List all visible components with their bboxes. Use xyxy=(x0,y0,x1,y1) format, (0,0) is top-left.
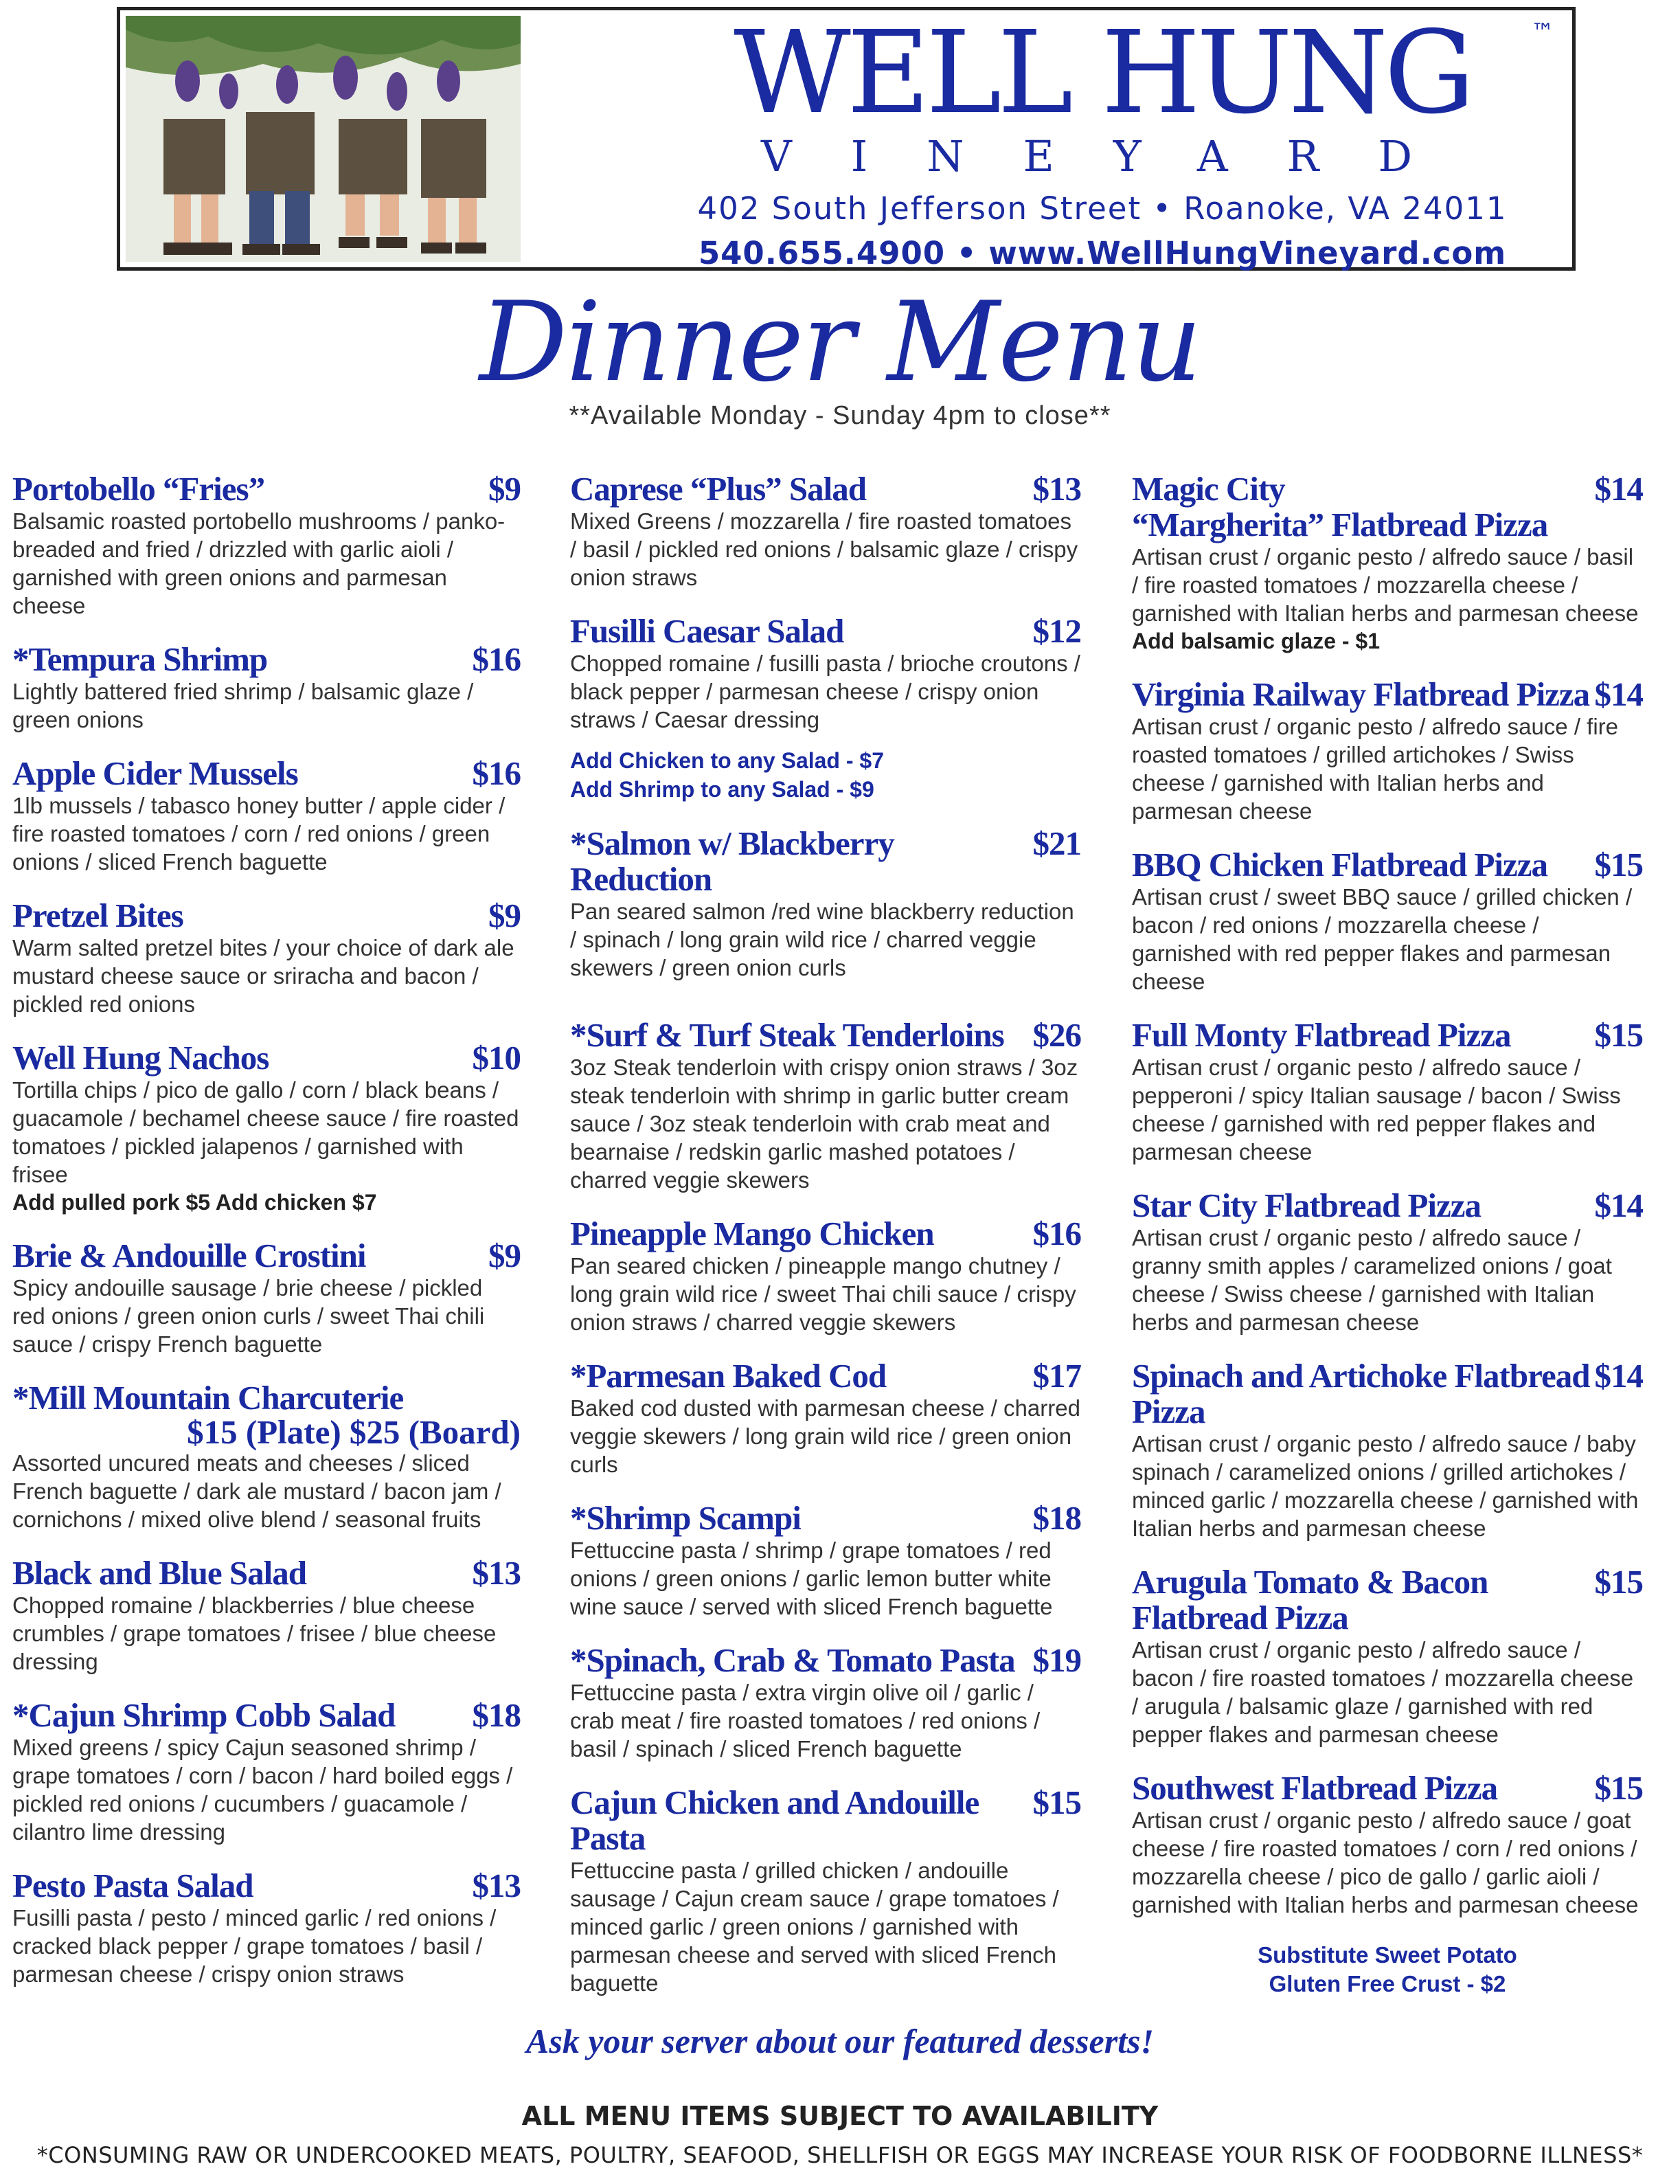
menu-item-price: $14 xyxy=(1594,675,1643,713)
menu-item-price: $15 xyxy=(1594,1563,1643,1601)
menu-item-description: Pan seared chicken / pineapple mango chutney / long grain wild rice / sweet Thai chili sauce / crispy onion straws / charred veggie skewers xyxy=(570,1253,1076,1335)
menu-item-name: *Tempura Shrimp xyxy=(12,640,268,678)
menu-item-name: Full Monty Flatbread Pizza xyxy=(1132,1016,1511,1054)
menu-column-3 xyxy=(1132,471,1643,1999)
menu-item-description: Fettuccine pasta / extra virgin olive oil / garlic / crab meat / fire roasted tomatoes / red onions / basil / spinach / sliced French baguette xyxy=(570,1680,1041,1761)
menu-column-2 xyxy=(570,471,1081,2019)
menu-item-description: Mixed greens / spicy Cajun seasoned shrimp / grape tomatoes / corn / bacon / hard boiled eggs / pickled red onions / cucumbers / guacamole / cilantro lime dressing xyxy=(12,1735,513,1845)
menu-item-name: Fusilli Caesar Salad xyxy=(570,612,844,650)
menu-item-addon: Add pulled pork $5 Add chicken $7 xyxy=(12,1190,377,1215)
menu-item-price: $12 xyxy=(1032,612,1081,650)
menu-item xyxy=(1132,1358,1643,1542)
menu-item-description: 1lb mussels / tabasco honey butter / apple cider / fire roasted tomatoes / corn / red onions / green onions / sliced French baguette xyxy=(12,793,506,875)
menu-item-name: BBQ Chicken Flatbread Pizza xyxy=(1132,846,1547,883)
menu-item xyxy=(12,1555,521,1676)
menu-item-description: Artisan crust / organic pesto / alfredo sauce / fire roasted tomatoes / grilled artichokes / Swiss cheese / garnished with Italian herbs and parmesan cheese xyxy=(1132,714,1619,824)
menu-item-price: $15 xyxy=(1594,1016,1643,1054)
menu-item xyxy=(1132,1017,1643,1166)
menu-item-name: Spinach and Artichoke Flatbread Pizza xyxy=(1132,1357,1590,1430)
menu-item-name: Star City Flatbread Pizza xyxy=(1132,1186,1482,1224)
menu-item-price: $9 xyxy=(488,470,521,508)
menu-item xyxy=(12,1698,521,1846)
menu-item-description: Balsamic roasted portobello mushrooms / panko-breaded and fried / drizzled with garlic aioli / garnished with green onions and parmesan cheese xyxy=(12,508,506,618)
foodborne-warning: *CONSUMING RAW OR UNDERCOOKED MEATS, POULTRY, SEAFOOD, SHELLFISH OR EGGS MAY INCREASE YOUR RISK OF FOODBORNE ILLNESS* xyxy=(36,2142,1644,2168)
header-box xyxy=(117,7,1576,271)
menu-item xyxy=(570,1500,1081,1621)
menu-item-description: Chopped romaine / blackberries / blue cheese crumbles / grape tomatoes / frisee / blue cheese dressing xyxy=(12,1592,497,1674)
menu-item-price: $18 xyxy=(1032,1499,1081,1537)
menu-item-name: *Spinach, Crab & Tomato Pasta xyxy=(570,1641,1015,1679)
menu-item-description: Assorted uncured meats and cheeses / sliced French baguette / dark ale mustard / bacon jam / cornichons / mixed olive blend / seasonal fruits xyxy=(12,1450,501,1532)
menu-item-description: Artisan crust / sweet BBQ sauce / grilled chicken / bacon / red onions / mozzarella cheese / garnished with red pepper flakes and parmesan cheese xyxy=(1132,884,1633,994)
dessert-note: Ask your server about our featured desserts! xyxy=(526,2022,1154,2060)
menu-item xyxy=(1132,1188,1643,1336)
menu-item xyxy=(1132,471,1643,655)
menu-item-description: Spicy andouille sausage / brie cheese / pickled red onions / green onion curls / sweet Thai chili sauce / crispy French baguette xyxy=(12,1275,485,1357)
menu-item-price: $14 xyxy=(1594,1357,1643,1395)
salad-addon-chicken: Add Chicken to any Salad - $7 xyxy=(570,748,884,773)
menu-item-price: $14 xyxy=(1594,1186,1643,1224)
menu-item-name: Pesto Pasta Salad xyxy=(12,1867,253,1904)
menu-item-price: $17 xyxy=(1032,1357,1081,1395)
trademark-symbol: ™ xyxy=(1531,19,1554,46)
menu-item-name: Portobello “Fries” xyxy=(12,470,265,508)
menu-item xyxy=(570,1785,1081,1997)
menu-item-price: $13 xyxy=(472,1867,521,1904)
menu-item-description: Artisan crust / organic pesto / alfredo sauce / basil / fire roasted tomatoes / mozzarella cheese / garnished with Italian herbs and parmesan cheese xyxy=(1132,544,1639,626)
menu-item xyxy=(570,826,1081,982)
menu-item-description: Artisan crust / organic pesto / alfredo sauce / baby spinach / caramelized onions / grilled artichokes / minced garlic / mozzarella cheese / garnished with Italian herbs and parmesan cheese xyxy=(1132,1431,1639,1541)
availability-hours: **Available Monday - Sunday 4pm to close** xyxy=(569,401,1111,430)
menu-item xyxy=(12,1380,521,1533)
menu-item xyxy=(12,1040,521,1216)
menu-item-description: 3oz Steak tenderloin with crispy onion straws / 3oz steak tenderloin with shrimp in garlic butter cream sauce / 3oz steak tenderloin with crab meat and bearnaise / redskin garlic mashed potatoes / charred veggie skewers xyxy=(570,1055,1078,1193)
menu-item xyxy=(1132,1564,1643,1748)
menu-item-name: Well Hung Nachos xyxy=(12,1039,269,1077)
menu-item-price: $21 xyxy=(1032,824,1081,862)
menu-item-name: Cajun Chicken and Andouille Pasta xyxy=(570,1783,979,1857)
menu-item xyxy=(570,471,1081,592)
menu-item xyxy=(570,1643,1081,1763)
menu-item-price: $16 xyxy=(472,640,521,678)
menu-item xyxy=(12,642,521,734)
menu-item xyxy=(1132,847,1643,995)
menu-item-name: Southwest Flatbread Pizza xyxy=(1132,1769,1498,1807)
menu-item-name: Magic City “Margherita” Flatbread Pizza xyxy=(1132,470,1548,543)
menu-item-price: $16 xyxy=(472,754,521,792)
menu-item-description: Tortilla chips / pico de gallo / corn / black beans / guacamole / bechamel cheese sauce / fire roasted tomatoes / pickled jalapenos / garnished with frisee xyxy=(12,1077,519,1187)
menu-item-description: Warm salted pretzel bites / your choice of dark ale mustard cheese sauce or sriracha and bacon / pickled red onions xyxy=(12,935,514,1017)
menu-item-name: Arugula Tomato & Bacon Flatbread Pizza xyxy=(1132,1563,1488,1636)
menu-item-description: Pan seared salmon /red wine blackberry reduction / spinach / long grain wild rice / charred veggie skewers / green onion curls xyxy=(570,899,1074,980)
menu-item xyxy=(12,898,521,1018)
vineyard-illustration xyxy=(126,16,521,262)
menu-item-description: Lightly battered fried shrimp / balsamic glaze / green onions xyxy=(12,679,474,732)
brand-block xyxy=(642,7,1563,271)
salad-addon-shrimp: Add Shrimp to any Salad - $9 xyxy=(570,777,874,802)
menu-item xyxy=(12,471,521,620)
menu-item-name: *Mill Mountain Charcuterie xyxy=(12,1379,404,1417)
menu-item-price: $19 xyxy=(1032,1641,1081,1679)
menu-item-price: $15 xyxy=(1594,846,1643,883)
brand-subtitle: VINEYARD xyxy=(760,131,1472,181)
menu-item xyxy=(570,1017,1081,1194)
menu-item xyxy=(12,1868,521,1988)
menu-item-description: Artisan crust / organic pesto / alfredo sauce / goat cheese / fire roasted tomatoes / corn / red onions / mozzarella cheese / pico de gallo / garlic aioli / garnished with Italian herbs and parmesan cheese xyxy=(1132,1808,1639,1917)
menu-item xyxy=(1132,677,1643,825)
menu-item-name: Pretzel Bites xyxy=(12,897,183,934)
menu-item-name: Virginia Railway Flatbread Pizza xyxy=(1132,675,1590,713)
menu-item-price: $13 xyxy=(1032,470,1081,508)
menu-item xyxy=(570,1216,1081,1336)
menu-item-description: Fettuccine pasta / shrimp / grape tomatoes / red onions / green onions / garlic lemon butter white wine sauce / served with sliced French baguette xyxy=(570,1538,1053,1619)
gluten-free-note-line-1: Substitute Sweet Potato xyxy=(1258,1942,1517,1968)
menu-item xyxy=(570,1358,1081,1478)
menu-item xyxy=(12,1238,521,1358)
menu-item xyxy=(1132,1770,1643,1919)
menu-item-price: $10 xyxy=(472,1039,521,1077)
menu-item-description: Artisan crust / organic pesto / alfredo sauce / granny smith apples / caramelized onions / goat cheese / Swiss cheese / garnished with Italian herbs and parmesan cheese xyxy=(1132,1225,1612,1335)
gluten-free-note xyxy=(1132,1941,1643,1999)
menu-item-name: Apple Cider Mussels xyxy=(12,754,298,792)
contact-line: 540.655.4900 • www.WellHungVineyard.com xyxy=(698,235,1507,271)
menu-item xyxy=(570,613,1081,804)
menu-item-description: Mixed Greens / mozzarella / fire roasted tomatoes / basil / pickled red onions / balsamic glaze / crispy onion straws xyxy=(570,508,1078,590)
menu-item-addon: Add balsamic glaze - $1 xyxy=(1132,629,1381,653)
availability-note: ALL MENU ITEMS SUBJECT TO AVAILABILITY xyxy=(521,2101,1159,2131)
address: 402 South Jefferson Street • Roanoke, VA 24011 xyxy=(697,190,1508,227)
menu-item-name: *Parmesan Baked Cod xyxy=(570,1357,887,1395)
menu-item-price: $13 xyxy=(472,1554,521,1592)
menu-item-name: Caprese “Plus” Salad xyxy=(570,470,867,508)
menu-item-price: $15 xyxy=(1032,1783,1081,1821)
menu-column-1 xyxy=(12,471,521,2010)
menu-item-description: Artisan crust / organic pesto / alfredo sauce / bacon / fire roasted tomatoes / mozzarella cheese / arugula / balsamic glaze / garnished with red pepper flakes and parmesan cheese xyxy=(1132,1637,1634,1747)
menu-item-name: Black and Blue Salad xyxy=(12,1554,306,1592)
menu-item-name: Brie & Andouille Crostini xyxy=(12,1237,366,1274)
menu-item-price: $18 xyxy=(472,1696,521,1734)
brand-wordmark: WELL HUNG xyxy=(734,7,1471,139)
menu-item-price: $15 xyxy=(1594,1769,1643,1807)
menu-item-description: Chopped romaine / fusilli pasta / brioche croutons / black pepper / parmesan cheese / crispy onion straws / Caesar dressing xyxy=(570,651,1080,732)
menu-item-description: Artisan crust / organic pesto / alfredo sauce / pepperoni / spicy Italian sausage / bacon / Swiss cheese / garnished with red pepper flakes and parmesan cheese xyxy=(1132,1055,1621,1164)
menu-item-name: Pineapple Mango Chicken xyxy=(570,1215,934,1252)
menu-item-price: $16 xyxy=(1032,1215,1081,1252)
menu-item-name: *Salmon w/ Blackberry Reduction xyxy=(570,824,894,898)
menu-item-name: *Shrimp Scampi xyxy=(570,1499,801,1537)
menu-item-name: *Cajun Shrimp Cobb Salad xyxy=(12,1696,396,1734)
menu-item-price: $9 xyxy=(488,1237,521,1274)
charcuterie-prices: $15 (Plate) $25 (Board) xyxy=(187,1413,521,1451)
menu-item-description: Fettuccine pasta / grilled chicken / andouille sausage / Cajun cream sauce / grape tomatoes / minced garlic / green onions / garnished with parmesan cheese and served with sliced French baguette xyxy=(570,1858,1059,1996)
menu-item-name: *Surf & Turf Steak Tenderloins xyxy=(570,1016,1004,1054)
menu-item-price: $14 xyxy=(1594,470,1643,508)
menu-item-price: $9 xyxy=(488,897,521,934)
menu-item xyxy=(12,756,521,876)
menu-item-price: $26 xyxy=(1032,1016,1081,1054)
menu-item-description: Fusilli pasta / pesto / minced garlic / red onions / cracked black pepper / grape tomatoes / basil / parmesan cheese / crispy onion straws xyxy=(12,1905,497,1987)
menu-item-description: Baked cod dusted with parmesan cheese / charred veggie skewers / long grain wild rice / green onion curls xyxy=(570,1395,1080,1477)
gluten-free-note-line-2: Gluten Free Crust - $2 xyxy=(1269,1971,1506,1996)
page-title: Dinner Menu xyxy=(479,278,1201,406)
